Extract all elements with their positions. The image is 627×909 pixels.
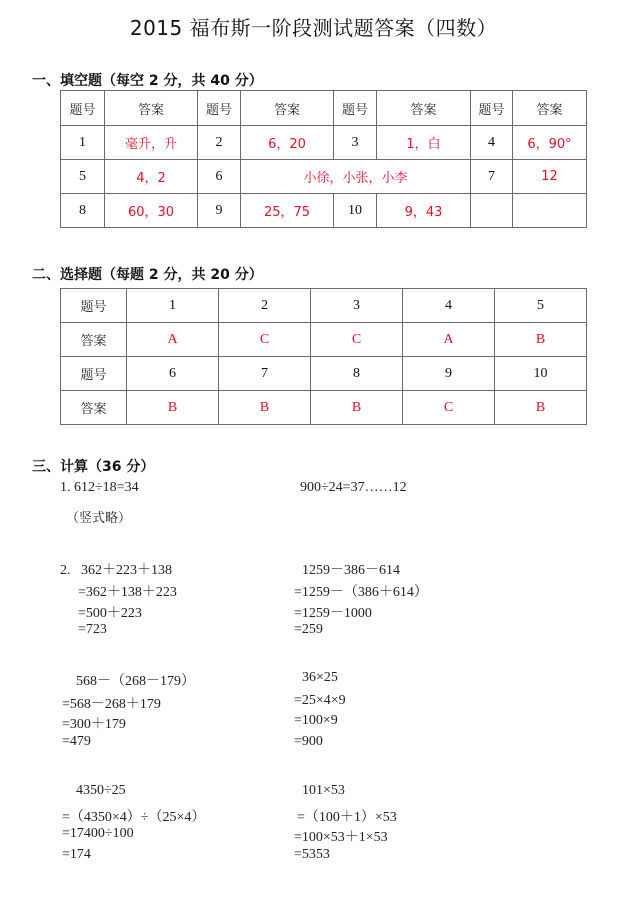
calc-f-line-3: =100×53＋1×53 bbox=[294, 830, 388, 845]
answer-cell: A bbox=[403, 323, 495, 357]
question-number: 9 bbox=[198, 194, 241, 228]
question-number: 4 bbox=[471, 126, 513, 160]
answer-cell: C bbox=[219, 323, 311, 357]
row-label: 题号 bbox=[61, 357, 127, 391]
question-number: 2 bbox=[198, 126, 241, 160]
header-cell: 答案 bbox=[377, 91, 471, 126]
calc-c-line-1: 568－（268－179） bbox=[76, 674, 195, 689]
calc-e-line-4: =174 bbox=[62, 847, 91, 862]
calc-a-line-1: 2. 362＋223＋138 bbox=[60, 563, 172, 578]
question-number: 1 bbox=[61, 126, 105, 160]
calc-e-line-2: =（4350×4）÷（25×4） bbox=[62, 810, 206, 825]
answer-cell: 毫升，升 bbox=[105, 126, 198, 160]
calc-e-line-3: =17400÷100 bbox=[62, 826, 134, 841]
section-heading-calculation: 三、计算（36 分） bbox=[32, 459, 155, 475]
header-cell: 答案 bbox=[105, 91, 198, 126]
row-label: 答案 bbox=[61, 391, 127, 425]
calc-d-line-4: =900 bbox=[294, 734, 323, 749]
question-number: 3 bbox=[311, 289, 403, 323]
answer-cell: B bbox=[127, 391, 219, 425]
calc-c-line-2: =568－268＋179 bbox=[62, 697, 161, 712]
calc-c-line-4: =479 bbox=[62, 734, 91, 749]
table-row bbox=[61, 391, 587, 425]
answer-cell: 6，90° bbox=[513, 126, 587, 160]
answer-cell: B bbox=[495, 391, 587, 425]
table-row bbox=[61, 289, 587, 323]
answer-cell: C bbox=[403, 391, 495, 425]
empty-cell bbox=[513, 194, 587, 228]
header-cell: 题号 bbox=[61, 91, 105, 126]
answer-cell: B bbox=[311, 391, 403, 425]
calc-a-line-4: =723 bbox=[78, 622, 107, 637]
document-title: 2015 福布斯一阶段测试题答案（四数） bbox=[129, 16, 498, 40]
answer-cell: 6，20 bbox=[241, 126, 334, 160]
question-number: 5 bbox=[61, 160, 105, 194]
calc-a-line-2: =362＋138＋223 bbox=[78, 585, 177, 600]
q1-note: （竖式略） bbox=[66, 511, 132, 526]
table-header-row bbox=[61, 91, 587, 126]
answer-cell: 4，2 bbox=[105, 160, 198, 194]
calc-b-line-2: =1259－（386＋614） bbox=[294, 585, 428, 600]
question-number: 6 bbox=[198, 160, 241, 194]
answer-cell: 1，白 bbox=[377, 126, 471, 160]
answer-cell: 25，75 bbox=[241, 194, 334, 228]
section-heading-fill-in: 一、填空题（每空 2 分，共 40 分） bbox=[32, 73, 263, 89]
answer-cell-merged: 小徐，小张，小李 bbox=[241, 160, 471, 194]
question-number: 6 bbox=[127, 357, 219, 391]
question-number: 10 bbox=[495, 357, 587, 391]
calc-e-line-1: 4350÷25 bbox=[76, 783, 126, 798]
answer-cell: 60，30 bbox=[105, 194, 198, 228]
header-cell: 答案 bbox=[513, 91, 587, 126]
table-row bbox=[61, 126, 587, 160]
table-row bbox=[61, 160, 587, 194]
calc-f-line-1: 101×53 bbox=[302, 783, 345, 798]
question-number: 1 bbox=[127, 289, 219, 323]
section-heading-multiple-choice: 二、选择题（每题 2 分，共 20 分） bbox=[32, 267, 263, 283]
calc-d-line-1: 36×25 bbox=[302, 670, 338, 685]
calc-c-line-3: =300＋179 bbox=[62, 717, 126, 732]
calc-d-line-3: =100×9 bbox=[294, 713, 338, 728]
question-number: 4 bbox=[403, 289, 495, 323]
header-cell: 题号 bbox=[471, 91, 513, 126]
row-label: 题号 bbox=[61, 289, 127, 323]
fill-in-answer-table bbox=[60, 90, 587, 228]
calc-b-line-1: 1259－386－614 bbox=[302, 563, 400, 578]
header-cell: 题号 bbox=[198, 91, 241, 126]
question-number: 3 bbox=[334, 126, 377, 160]
header-cell: 答案 bbox=[241, 91, 334, 126]
answer-cell: 12 bbox=[513, 160, 587, 194]
question-number: 8 bbox=[61, 194, 105, 228]
q1-left-equation: 1. 612÷18=34 bbox=[60, 480, 139, 495]
answer-cell: C bbox=[311, 323, 403, 357]
row-label: 答案 bbox=[61, 323, 127, 357]
table-row bbox=[61, 357, 587, 391]
table-row bbox=[61, 323, 587, 357]
calc-d-line-2: =25×4×9 bbox=[294, 693, 346, 708]
q1-right-equation: 900÷24=37……12 bbox=[300, 480, 407, 495]
calc-b-line-4: =259 bbox=[294, 622, 323, 637]
calc-f-line-2: =（100＋1）×53 bbox=[297, 810, 397, 825]
question-number: 2 bbox=[219, 289, 311, 323]
answer-cell: B bbox=[495, 323, 587, 357]
calc-a-line-3: =500＋223 bbox=[78, 606, 142, 621]
question-number: 10 bbox=[334, 194, 377, 228]
question-number: 5 bbox=[495, 289, 587, 323]
question-number: 7 bbox=[219, 357, 311, 391]
header-cell: 题号 bbox=[334, 91, 377, 126]
calc-f-line-4: =5353 bbox=[294, 847, 330, 862]
answer-cell: B bbox=[219, 391, 311, 425]
question-number: 7 bbox=[471, 160, 513, 194]
answer-cell: A bbox=[127, 323, 219, 357]
table-row bbox=[61, 194, 587, 228]
multiple-choice-answer-table bbox=[60, 288, 587, 425]
answer-cell: 9，43 bbox=[377, 194, 471, 228]
calc-b-line-3: =1259－1000 bbox=[294, 606, 372, 621]
question-number: 8 bbox=[311, 357, 403, 391]
empty-cell bbox=[471, 194, 513, 228]
question-number: 9 bbox=[403, 357, 495, 391]
